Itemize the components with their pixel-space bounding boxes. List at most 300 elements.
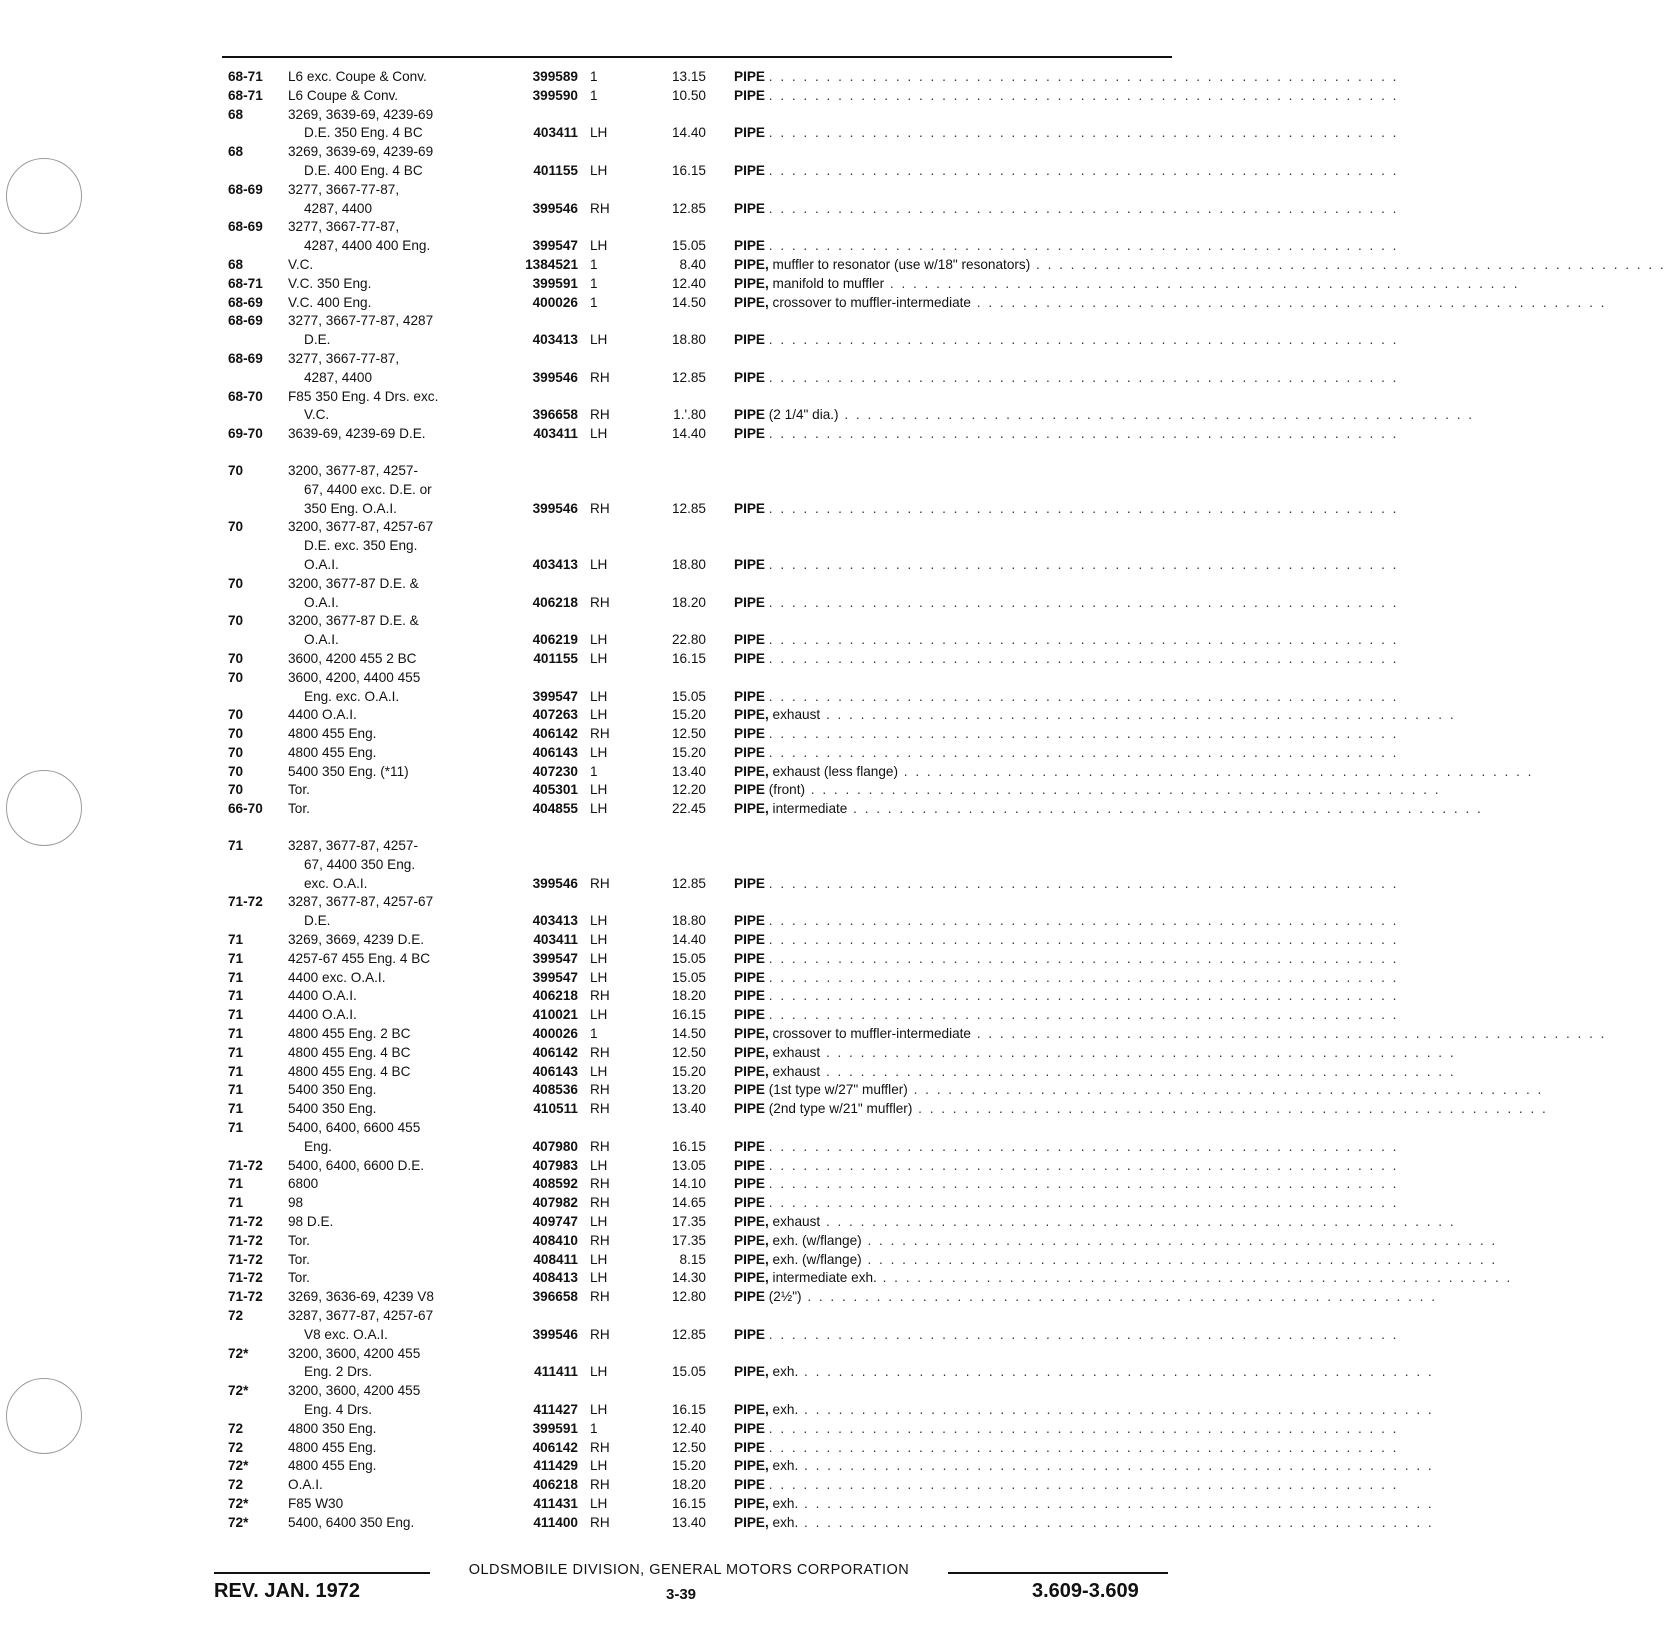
part-name: PIPE [734, 500, 765, 516]
model-description: O.A.I. [304, 594, 339, 610]
part-name: PIPE [734, 950, 765, 966]
table-row [0, 1119, 1272, 1138]
model-year: 72 [228, 1420, 244, 1436]
quantity-side: LH [590, 632, 608, 648]
model-description: 3200, 3677-87 D.E. & [288, 575, 419, 591]
part-name: PIPE [734, 1289, 765, 1305]
list-price: 15.20 [671, 744, 706, 760]
part-name: PIPE, [734, 1044, 769, 1060]
leader-dots: . . . . . . . . . . . . . . . . . . . . . . . . . . . . . . . . . . . . . . . . . . . . . . . . . . . . . . . [768, 69, 1399, 84]
list-price: 16.15 [671, 1007, 706, 1023]
part-name-cell [734, 763, 1534, 782]
part-name: PIPE [734, 1326, 765, 1342]
part-name-cell [734, 1157, 1399, 1176]
table-row [0, 969, 1399, 988]
table-row [0, 1476, 1399, 1495]
model-year: 68-69 [228, 313, 263, 329]
part-name: PIPE [734, 932, 765, 948]
quantity-side: LH [590, 650, 608, 666]
quantity-side: LH [590, 744, 608, 760]
leader-dots: . . . . . . . . . . . . . . . . . . . . . . . . . . . . . . . . . . . . . . . . . . . . . . . . . . . . . . . [768, 332, 1399, 348]
table-row [0, 1382, 1272, 1401]
part-detail: (front) [768, 782, 806, 798]
table-row [0, 875, 1399, 894]
table-row [0, 950, 1399, 969]
part-name: PIPE [734, 913, 765, 929]
model-year: 68-71 [228, 275, 263, 291]
list-price: 13.20 [671, 1082, 706, 1098]
leader-dots: . . . . . . . . . . . . . . . . . . . . . . . . . . . . . . . . . . . . . . . . . . . . . . . . . . . . . . . [907, 1082, 1544, 1098]
table-row [0, 612, 1272, 631]
model-description: 4800 455 Eng. 4 BC [288, 1044, 411, 1060]
model-description: 3277, 3667-77-87, 4287 [288, 313, 434, 329]
part-detail: exh. (w/flange) [772, 1232, 862, 1248]
model-description: V.C. 350 Eng. [288, 275, 372, 291]
quantity-side: LH [590, 1364, 608, 1380]
quantity-side: LH [590, 1251, 608, 1267]
model-year: 70 [228, 763, 244, 779]
model-description: 3200, 3677-87, 4257- [288, 462, 419, 478]
part-number: 399546 [532, 200, 578, 216]
model-description: 3277, 3667-77-87, [288, 181, 400, 197]
model-year: 71 [228, 1044, 244, 1060]
part-name-cell [734, 987, 1399, 1006]
part-number: 399546 [532, 500, 578, 516]
part-number: 407982 [532, 1195, 578, 1211]
part-name: PIPE [734, 125, 765, 141]
model-description: F85 350 Eng. 4 Drs. exc. [288, 388, 439, 404]
part-name-cell [734, 406, 1475, 425]
part-name: PIPE [734, 1439, 765, 1455]
part-name: PIPE, [734, 1495, 769, 1511]
quantity-side: LH [590, 950, 608, 966]
table-row [0, 1044, 1456, 1063]
part-name: PIPE [734, 1157, 765, 1173]
part-number: 400026 [532, 294, 578, 310]
part-number: 411429 [533, 1458, 578, 1474]
leader-dots: . . . . . . . . . . . . . . . . . . . . . . . . . . . . . . . . . . . . . . . . . . . . . . . . . . . . . . . [768, 1439, 1399, 1455]
part-number: 401155 [533, 650, 578, 666]
part-name-cell [734, 162, 1399, 181]
part-detail: manifold to muffler [772, 275, 885, 291]
quantity-side: RH [590, 1289, 610, 1305]
part-name-cell [734, 781, 1441, 800]
part-number: 401155 [533, 162, 578, 178]
parts-table [0, 68, 1666, 1533]
part-name-cell [734, 1251, 1498, 1270]
part-number: 408413 [532, 1270, 578, 1286]
quantity-side: 1 [590, 275, 598, 291]
quantity-side: LH [590, 1063, 608, 1079]
part-name-cell [734, 1081, 1544, 1100]
model-year: 72 [228, 1439, 244, 1455]
part-name-cell [734, 256, 1666, 275]
list-price: 12.50 [671, 726, 706, 742]
quantity-side: 1 [590, 69, 598, 84]
model-year: 71 [228, 1101, 244, 1117]
list-price: 15.05 [671, 238, 706, 254]
list-price: 16.15 [671, 1495, 706, 1511]
part-name: PIPE [734, 87, 765, 103]
model-description: 4800 455 Eng. [288, 1458, 377, 1474]
table-row [0, 256, 1666, 275]
list-price: 18.80 [671, 556, 706, 572]
model-description: 3639-69, 4239-69 D.E. [288, 426, 426, 442]
leader-dots: . . . . . . . . . . . . . . . . . . . . . . . . . . . . . . . . . . . . . . . . . . . . . . . . . . . . . . . [768, 632, 1399, 648]
part-number: 403413 [532, 556, 578, 572]
model-description: V.C. [288, 256, 314, 272]
top-rule [222, 56, 1172, 58]
list-price: 12.50 [671, 1439, 706, 1455]
part-number: 411427 [533, 1401, 578, 1417]
model-description: Eng. [304, 1138, 332, 1154]
part-number: 403413 [532, 913, 578, 929]
quantity-side: LH [590, 707, 608, 723]
model-year: 68-69 [228, 350, 263, 366]
part-name: PIPE [734, 1195, 765, 1211]
part-name: PIPE [734, 238, 765, 254]
quantity-side: RH [590, 1514, 610, 1530]
part-name: PIPE [734, 369, 765, 385]
model-description: D.E. 400 Eng. 4 BC [304, 162, 423, 178]
model-description: 4800 455 Eng. 2 BC [288, 1026, 411, 1042]
part-name: PIPE [734, 332, 765, 348]
part-name-cell [734, 688, 1399, 707]
list-price: 14.65 [671, 1195, 706, 1211]
part-name-cell [734, 631, 1399, 650]
part-detail: exhaust [772, 707, 821, 723]
list-price: 14.30 [671, 1270, 706, 1286]
table-row [0, 462, 1272, 481]
part-number: 399590 [532, 87, 578, 103]
model-description: O.A.I. [304, 556, 339, 572]
model-description: 3287, 3677-87, 4257-67 [288, 1308, 434, 1323]
model-description: 4400 O.A.I. [288, 1007, 357, 1023]
part-detail: exhaust [772, 1214, 821, 1230]
footer-company: OLDSMOBILE DIVISION, GENERAL MOTORS CORPORATION [430, 1562, 948, 1578]
model-description: 98 [288, 1195, 304, 1211]
part-name: PIPE, [734, 1401, 769, 1417]
quantity-side: RH [590, 1101, 610, 1117]
part-number: 411431 [533, 1495, 578, 1511]
leader-dots: . . . . . . . . . . . . . . . . . . . . . . . . . . . . . . . . . . . . . . . . . . . . . . . . . . . . . . . [876, 1270, 1513, 1286]
part-detail: intermediate [772, 801, 848, 817]
part-name-cell [734, 1363, 1434, 1382]
list-price: 8.40 [679, 256, 706, 272]
table-row [0, 1439, 1399, 1458]
model-description: 98 D.E. [288, 1214, 334, 1230]
model-description: 5400, 6400 350 Eng. [288, 1514, 415, 1530]
model-year: 68 [228, 106, 244, 122]
table-row [0, 631, 1399, 650]
model-description: 3287, 3677-87, 4257- [288, 838, 419, 854]
part-number: 399547 [532, 969, 578, 985]
model-description: Tor. [288, 1270, 310, 1286]
leader-dots: . . . . . . . . . . . . . . . . . . . . . . . . . . . . . . . . . . . . . . . . . . . . . . . . . . . . . . . [861, 1232, 1498, 1248]
part-detail: intermediate exh. [772, 1270, 877, 1286]
part-name: PIPE, [734, 801, 769, 817]
table-row [0, 781, 1441, 800]
part-name: PIPE, [734, 1214, 769, 1230]
list-price: 22.45 [671, 801, 706, 817]
model-description: L6 exc. Coupe & Conv. [288, 69, 427, 84]
model-year: 71 [228, 1063, 244, 1079]
list-price: 18.20 [671, 594, 706, 610]
part-name-cell [734, 1269, 1513, 1288]
part-detail: exhaust (less flange) [772, 763, 898, 779]
part-number: 406218 [532, 988, 578, 1004]
model-description: 5400 350 Eng. [288, 1082, 377, 1098]
quantity-side: 1 [590, 294, 598, 310]
model-year: 70 [228, 669, 244, 685]
model-year: 71-72 [228, 1232, 263, 1248]
model-year: 68-69 [228, 219, 263, 235]
quantity-side: RH [590, 1439, 610, 1455]
list-price: 15.20 [671, 707, 706, 723]
part-name: PIPE, [734, 294, 769, 310]
list-price: 14.40 [671, 426, 706, 442]
leader-dots: . . . . . . . . . . . . . . . . . . . . . . . . . . . . . . . . . . . . . . . . . . . . . . . . . . . . . . . [847, 801, 1483, 817]
leader-dots: . . . . . . . . . . . . . . . . . . . . . . . . . . . . . . . . . . . . . . . . . . . . . . . . . . . . . . . [768, 688, 1399, 704]
list-price: 12.85 [671, 200, 706, 216]
part-name-cell [734, 875, 1399, 894]
part-name: PIPE, [734, 1514, 769, 1530]
part-name-cell [734, 1232, 1498, 1251]
model-year: 69-70 [228, 426, 263, 442]
model-description: 4287, 4400 400 Eng. [304, 238, 431, 254]
quantity-side: RH [590, 726, 610, 742]
model-year: 71 [228, 1176, 244, 1192]
part-name-cell [734, 800, 1483, 819]
part-detail: (2½") [768, 1289, 802, 1305]
model-description: Tor. [288, 801, 310, 817]
table-row [0, 1081, 1544, 1100]
part-number: 407983 [532, 1157, 578, 1173]
list-price: 16.15 [671, 1401, 706, 1417]
leader-dots: . . . . . . . . . . . . . . . . . . . . . . . . . . . . . . . . . . . . . . . . . . . . . . . . . . . . . . . [768, 369, 1399, 385]
part-name: PIPE [734, 688, 765, 704]
part-name: PIPE, [734, 1364, 769, 1380]
quantity-side: LH [590, 969, 608, 985]
list-price: 13.40 [671, 1514, 706, 1530]
leader-dots: . . . . . . . . . . . . . . . . . . . . . . . . . . . . . . . . . . . . . . . . . . . . . . . . . . . . . . . [798, 1458, 1434, 1474]
model-description: D.E. exc. 350 Eng. [304, 538, 418, 554]
part-number: 400026 [532, 1026, 578, 1042]
part-name: PIPE, [734, 1270, 769, 1286]
quantity-side: RH [590, 1477, 610, 1493]
quantity-side: RH [590, 594, 610, 610]
table-row [0, 556, 1399, 575]
model-description: 5400 350 Eng. (*11) [288, 763, 409, 779]
part-name: PIPE [734, 744, 765, 760]
model-description: V.C. 400 Eng. [288, 294, 372, 310]
part-number: 406142 [532, 1439, 578, 1455]
part-number: 406143 [532, 744, 578, 760]
table-row [0, 1063, 1456, 1082]
leader-dots: . . . . . . . . . . . . . . . . . . . . . . . . . . . . . . . . . . . . . . . . . . . . . . . . . . . . . . . [768, 1477, 1399, 1493]
part-name-cell [734, 1175, 1399, 1194]
model-year: 68-69 [228, 294, 263, 310]
table-row [0, 331, 1399, 350]
model-description: V8 exc. O.A.I. [304, 1326, 388, 1342]
part-name: PIPE [734, 782, 765, 798]
quantity-side: LH [590, 426, 608, 442]
table-row [0, 1157, 1399, 1176]
leader-dots: . . . . . . . . . . . . . . . . . . . . . . . . . . . . . . . . . . . . . . . . . . . . . . . . . . . . . . . [768, 1326, 1399, 1342]
section-number: 3.609-3.609 [1032, 1580, 1139, 1602]
part-name-cell [734, 275, 1520, 294]
part-number: 403411 [533, 426, 578, 442]
part-number: 1384521 [525, 256, 578, 272]
model-description: 3600, 4200, 4400 455 [288, 669, 421, 685]
leader-dots: . . . . . . . . . . . . . . . . . . . . . . . . . . . . . . . . . . . . . . . . . . . . . . . . . . . . . . . [1030, 256, 1666, 272]
table-row [0, 725, 1399, 744]
model-description: Eng. exc. O.A.I. [304, 688, 400, 704]
part-name-cell [734, 1514, 1434, 1533]
list-price: 12.40 [671, 275, 706, 291]
page-number: 3-39 [666, 1586, 697, 1603]
part-name-cell [734, 1495, 1434, 1514]
part-name: PIPE [734, 162, 765, 178]
part-name-cell [734, 124, 1399, 143]
part-name-cell [734, 200, 1399, 219]
part-number: 408592 [532, 1176, 578, 1192]
model-description: 67, 4400 exc. D.E. or [304, 481, 432, 497]
part-name-cell [734, 1401, 1434, 1420]
part-detail: muffler to resonator (use w/18" resonators) [772, 256, 1031, 272]
model-description: 3600, 4200 455 2 BC [288, 650, 417, 666]
leader-dots: . . . . . . . . . . . . . . . . . . . . . . . . . . . . . . . . . . . . . . . . . . . . . . . . . . . . . . . [768, 500, 1399, 516]
model-description: 4800 455 Eng. [288, 1439, 377, 1455]
model-description: Eng. 4 Drs. [304, 1401, 372, 1417]
leader-dots: . . . . . . . . . . . . . . . . . . . . . . . . . . . . . . . . . . . . . . . . . . . . . . . . . . . . . . . [820, 1214, 1456, 1230]
table-row [0, 181, 1272, 200]
leader-dots: . . . . . . . . . . . . . . . . . . . . . . . . . . . . . . . . . . . . . . . . . . . . . . . . . . . . . . . [768, 87, 1399, 103]
part-name-cell [734, 556, 1399, 575]
part-detail: exh. [772, 1458, 799, 1474]
part-number: 406142 [532, 1044, 578, 1060]
list-price: 10.50 [671, 87, 706, 103]
leader-dots: . . . . . . . . . . . . . . . . . . . . . . . . . . . . . . . . . . . . . . . . . . . . . . . . . . . . . . . [768, 238, 1399, 254]
part-name: PIPE [734, 594, 765, 610]
leader-dots: . . . . . . . . . . . . . . . . . . . . . . . . . . . . . . . . . . . . . . . . . . . . . . . . . . . . . . . [798, 1364, 1434, 1380]
quantity-side: RH [590, 1138, 610, 1154]
list-price: 12.85 [671, 875, 706, 891]
model-year: 72* [228, 1495, 249, 1511]
list-price: 15.05 [671, 950, 706, 966]
leader-dots: . . . . . . . . . . . . . . . . . . . . . . . . . . . . . . . . . . . . . . . . . . . . . . . . . . . . . . . [768, 200, 1399, 216]
part-name-cell [734, 1063, 1456, 1082]
table-row [0, 1251, 1498, 1270]
quantity-side: LH [590, 1007, 608, 1023]
leader-dots: . . . . . . . . . . . . . . . . . . . . . . . . . . . . . . . . . . . . . . . . . . . . . . . . . . . . . . . [798, 1514, 1434, 1530]
leader-dots: . . . . . . . . . . . . . . . . . . . . . . . . . . . . . . . . . . . . . . . . . . . . . . . . . . . . . . . [768, 875, 1399, 891]
part-name-cell [734, 1213, 1456, 1232]
part-name: PIPE, [734, 256, 769, 272]
part-detail: crossover to muffler-intermediate [772, 294, 971, 310]
part-number: 406219 [532, 632, 578, 648]
table-row [0, 912, 1399, 931]
list-price: 12.85 [671, 1326, 706, 1342]
model-year: 70 [228, 744, 244, 760]
list-price: 13.15 [671, 69, 706, 84]
part-name-cell [734, 1025, 1607, 1044]
list-price: 12.50 [671, 1044, 706, 1060]
list-price: 13.05 [671, 1157, 706, 1173]
part-number: 409747 [532, 1214, 578, 1230]
part-number: 410511 [533, 1101, 578, 1117]
table-row [0, 1194, 1399, 1213]
model-description: 67, 4400 350 Eng. [304, 856, 416, 872]
model-description: 3277, 3667-77-87, [288, 350, 400, 366]
part-detail: exh. (w/flange) [772, 1251, 862, 1267]
list-price: 22.80 [671, 632, 706, 648]
part-name: PIPE [734, 1176, 765, 1192]
quantity-side: RH [590, 875, 610, 891]
part-number: 404855 [532, 801, 578, 817]
model-year: 71 [228, 1120, 244, 1136]
list-price: 15.20 [671, 1063, 706, 1079]
quantity-side: LH [590, 913, 608, 929]
quantity-side: 1 [590, 87, 598, 103]
leader-dots: . . . . . . . . . . . . . . . . . . . . . . . . . . . . . . . . . . . . . . . . . . . . . . . . . . . . . . . [768, 426, 1399, 442]
table-row [0, 669, 1272, 688]
part-name-cell [734, 650, 1399, 669]
part-number: 410021 [532, 1007, 578, 1023]
table-row [0, 1420, 1399, 1439]
model-description: O.A.I. [288, 1477, 323, 1493]
leader-dots: . . . . . . . . . . . . . . . . . . . . . . . . . . . . . . . . . . . . . . . . . . . . . . . . . . . . . . . [798, 1401, 1434, 1417]
table-row [0, 425, 1399, 444]
part-detail: (2nd type w/21" muffler) [768, 1101, 913, 1117]
list-price: 1.'.80 [673, 407, 706, 423]
part-number: 411411 [534, 1364, 578, 1380]
table-row [0, 594, 1399, 613]
table-row [0, 1288, 1437, 1307]
table-row [0, 124, 1399, 143]
model-year: 71 [228, 950, 244, 966]
quantity-side: LH [590, 782, 608, 798]
part-name-cell [734, 1457, 1434, 1476]
list-price: 16.15 [671, 650, 706, 666]
model-description: 3200, 3677-87 D.E. & [288, 613, 419, 629]
model-year: 71 [228, 988, 244, 1004]
model-description: 5400, 6400, 6600 D.E. [288, 1157, 425, 1173]
model-description: 3200, 3600, 4200 455 [288, 1383, 421, 1399]
list-price: 13.40 [671, 1101, 706, 1117]
part-name-cell [734, 725, 1399, 744]
part-name-cell [734, 68, 1399, 87]
model-year: 71 [228, 1007, 244, 1023]
part-name-cell [734, 1420, 1399, 1439]
model-description: 4400 O.A.I. [288, 707, 357, 723]
list-price: 15.20 [671, 1458, 706, 1474]
model-year: 68-69 [228, 181, 263, 197]
part-number: 408536 [532, 1082, 578, 1098]
model-year: 71 [228, 1026, 244, 1042]
part-detail: crossover to muffler-intermediate [772, 1026, 971, 1042]
part-detail: exh. [772, 1495, 799, 1511]
model-description: V.C. [304, 407, 330, 423]
model-year: 70 [228, 707, 244, 723]
model-year: 68-71 [228, 87, 263, 103]
table-row [0, 481, 1272, 500]
part-number: 411400 [533, 1514, 578, 1530]
quantity-side: LH [590, 238, 608, 254]
part-number: 399547 [532, 950, 578, 966]
table-row [0, 688, 1399, 707]
table-row [0, 388, 1272, 407]
